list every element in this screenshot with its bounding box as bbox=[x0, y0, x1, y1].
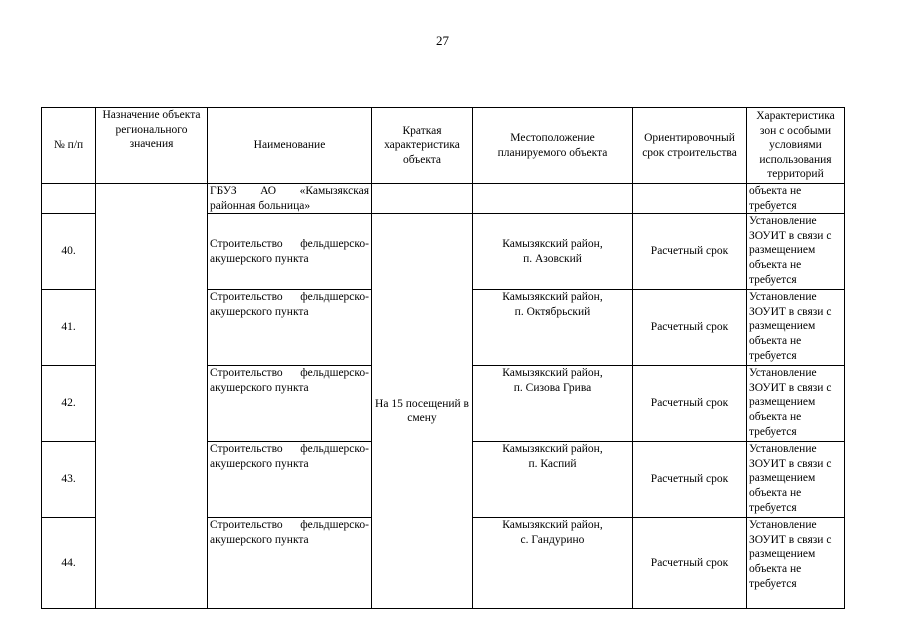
cell-location bbox=[473, 290, 633, 366]
cell-num: 42. bbox=[42, 366, 96, 442]
cell-characteristics bbox=[372, 184, 473, 214]
header-zones: Характеристика зон с особыми условиями использования территорий bbox=[747, 108, 845, 184]
cell-location bbox=[473, 214, 633, 290]
location-district: Камызякский район, bbox=[502, 238, 603, 251]
location-district: Камызякский район, bbox=[502, 367, 603, 380]
header-name: Наименование bbox=[208, 108, 372, 184]
location-settlement: п. Азовский bbox=[523, 252, 582, 265]
location-settlement: п. Октябрьский bbox=[514, 305, 591, 318]
cell-deadline bbox=[633, 184, 747, 214]
cell-purpose bbox=[96, 184, 208, 609]
cell-zones: объекта не требуется bbox=[747, 184, 845, 214]
cell-deadline: Расчетный срок bbox=[633, 442, 747, 518]
cell-num: 40. bbox=[42, 214, 96, 290]
cell-name: Строительство фельдшерско-акушерского пункта bbox=[208, 290, 372, 366]
cell-deadline: Расчетный срок bbox=[633, 290, 747, 366]
location-settlement: с. Гандурино bbox=[520, 533, 585, 546]
location-settlement: п. Сизова Грива bbox=[513, 381, 592, 394]
cell-zones: Установление ЗОУИТ в связи с размещением объекта не требуется bbox=[747, 366, 845, 442]
location-district: Камызякский район, bbox=[502, 291, 603, 304]
cell-num: 43. bbox=[42, 442, 96, 518]
cell-name: Строительство фельдшерско-акушерского пункта bbox=[208, 518, 372, 609]
header-characteristics: Краткая характеристика объекта bbox=[372, 108, 473, 184]
cell-deadline: Расчетный срок bbox=[633, 366, 747, 442]
header-num: № п/п bbox=[42, 108, 96, 184]
cell-name: Строительство фельдшерско-акушерского пункта bbox=[208, 214, 372, 290]
cell-num: 44. bbox=[42, 518, 96, 609]
objects-table bbox=[41, 107, 845, 609]
cell-location bbox=[473, 184, 633, 214]
header-row bbox=[42, 108, 845, 184]
cell-num: 41. bbox=[42, 290, 96, 366]
cell-location bbox=[473, 442, 633, 518]
cell-deadline: Расчетный срок bbox=[633, 518, 747, 609]
cell-characteristics-shared: На 15 посещений в смену bbox=[372, 214, 473, 609]
cell-deadline: Расчетный срок bbox=[633, 214, 747, 290]
cell-zones: Установление ЗОУИТ в связи с размещением объекта не требуется bbox=[747, 442, 845, 518]
cell-zones: Установление ЗОУИТ в связи с размещением объекта не требуется bbox=[747, 214, 845, 290]
cell-num bbox=[42, 184, 96, 214]
cell-zones: Установление ЗОУИТ в связи с размещением объекта не требуется bbox=[747, 518, 845, 609]
location-district: Камызякский район, bbox=[502, 519, 603, 532]
page-number: 27 bbox=[436, 33, 449, 48]
cell-location bbox=[473, 366, 633, 442]
location-settlement: п. Каспий bbox=[528, 457, 577, 470]
header-deadline: Ориентировочный срок строительства bbox=[633, 108, 747, 184]
header-location: Местоположение планируемого объекта bbox=[473, 108, 633, 184]
cell-name: Строительство фельдшерско-акушерского пункта bbox=[208, 442, 372, 518]
table-row-continuation bbox=[42, 184, 845, 214]
location-district: Камызякский район, bbox=[502, 443, 603, 456]
cell-zones: Установление ЗОУИТ в связи с размещением объекта не требуется bbox=[747, 290, 845, 366]
cell-name: ГБУЗ АО «Камызякская районная больница» bbox=[208, 184, 372, 214]
cell-name: Строительство фельдшерско-акушерского пункта bbox=[208, 366, 372, 442]
cell-location bbox=[473, 518, 633, 609]
header-purpose: Назначение объекта регионального значения bbox=[96, 108, 208, 184]
